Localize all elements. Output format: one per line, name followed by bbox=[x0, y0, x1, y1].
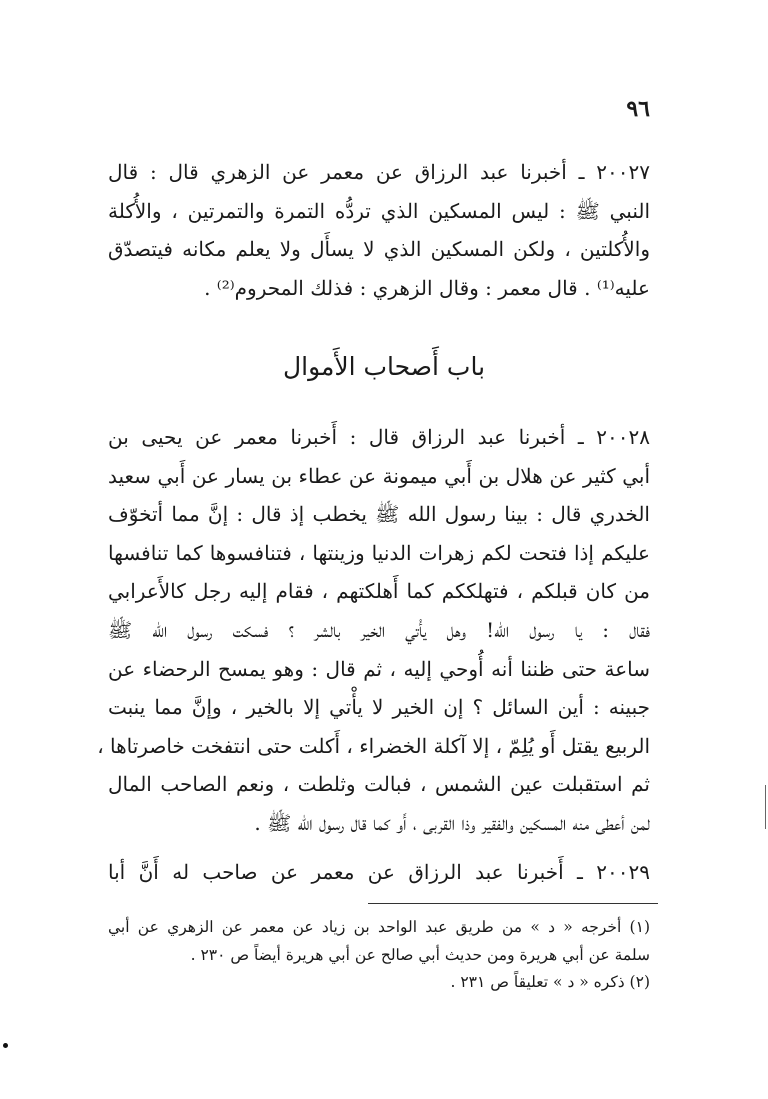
text-line: عليه⁽¹⁾ . قال معمر : وقال الزهري : فذلك المحروم⁽²⁾ . bbox=[204, 275, 650, 300]
text-line: الربيع يقتل أَو يُلِمّ ، إلا آكلة الخضراء ، أَكلت حتى انتفخت خاصرتاها ، bbox=[97, 733, 650, 758]
text-line: والأُكلتين ، ولكن المسكين الذي لا يسأَل ولا يعلم مكانه فيتصدّق bbox=[108, 237, 650, 262]
footnotes bbox=[108, 914, 650, 997]
scan-margin-dot bbox=[3, 1043, 8, 1048]
page-number: ٩٦ bbox=[626, 96, 650, 122]
text-line: ساعة حتى ظننا أنه أُوحي إليه ، ثم قال : وهو يمسح الرحضاء عن bbox=[108, 656, 650, 681]
text-line: ٢٠٠٢٨ ـ أخبرنا عبد الرزاق قال : أَخبرنا معمر عن يحيى بن bbox=[108, 425, 650, 449]
footnote-line: سلمة عن أبي هريرة ومن حديث أبي صالح عن أبي هريرة أيضاً ص ٢٣٠ . bbox=[190, 945, 650, 964]
text-line: فقال : يا رسول الله! وهل يأْتي الخير بالشر ؟ فسكت رسول الله ﷺ bbox=[108, 617, 650, 642]
hadith-20029 bbox=[108, 853, 650, 892]
text-line: الخدري قال : بينا رسول الله ﷺ يخطب إذ قال : إنَّ مما أتخوّف bbox=[108, 502, 650, 527]
text-line: ثم استقبلت عين الشمس ، فبالت وثلطت ، ونعم الصاحب المال bbox=[108, 772, 650, 797]
chapter-heading: باب أَصحاب الأَموال bbox=[282, 352, 486, 381]
hadith-20028 bbox=[97, 418, 650, 843]
text-line: النبي ﷺ : ليس المسكين الذي تردُّه التمرة والتمرتين ، والأُكلة bbox=[108, 198, 651, 223]
text-line: جبينه : أين السائل ؟ إن الخير لا يأْتي إلا بالخير ، وإنَّ مما ينبت bbox=[108, 695, 650, 720]
text-line: أبي كثير عن هلال بن أَبي ميمونة عن عطاء بن يسار عن أَبي سعيد bbox=[108, 463, 650, 488]
scan-margin-mark bbox=[765, 785, 766, 829]
footnote-divider bbox=[368, 903, 658, 904]
text-line: ٢٠٠٢٩ ـ أَخبرنا عبد الرزاق عن معمر عن صاحب له أَنَّ أبا bbox=[108, 860, 650, 884]
footnote-line: (٢) ذكره « د » تعليقاً ص ٢٣١ . bbox=[450, 973, 650, 991]
text-line: من كان قبلكم ، فتهلككم كما أَهلكتهم ، فقام إليه رجل كالأَعرابي bbox=[108, 579, 650, 604]
text-line: عليكم إذا فتحت لكم زهرات الدنيا وزينتها ، فتنافسوها كما تنافسها bbox=[108, 540, 650, 565]
text-line: ٢٠٠٢٧ ـ أخبرنا عبد الرزاق عن معمر عن الزهري قال : قال bbox=[108, 160, 650, 184]
footnote-line: (١) أخرجه « د » من طريق عبد الواحد بن زياد عن معمر عن الزهري عن أبي bbox=[108, 918, 650, 936]
hadith-20027 bbox=[108, 153, 650, 307]
text-line: لمن أعطى منه المسكين والفقير وذا القربى ، أَو كما قال رسول الله ﷺ . bbox=[254, 810, 650, 835]
